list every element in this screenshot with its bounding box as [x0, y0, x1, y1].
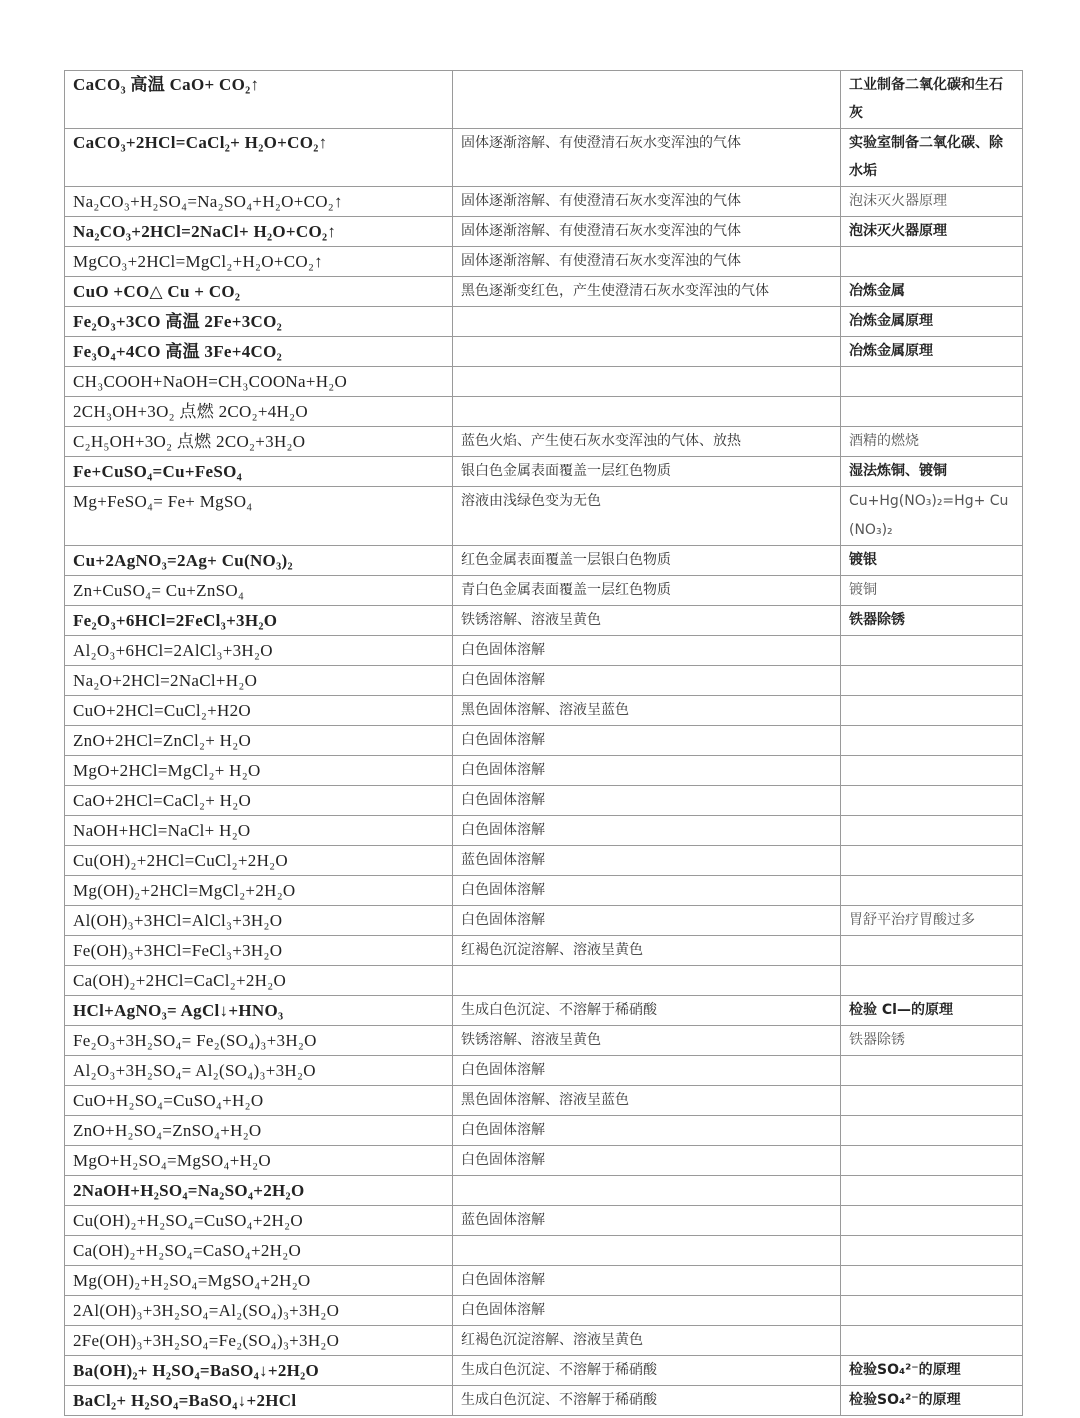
application-cell: [841, 397, 1023, 427]
phenomenon-cell: 白色固体溶解: [453, 756, 841, 786]
table-row: [65, 277, 1023, 307]
phenomenon-cell: 生成白色沉淀、不溶解于稀硝酸: [453, 1356, 841, 1386]
equation-cell: CaCO₃+2HCl=CaCl₂+ H₂O+CO₂↑: [65, 129, 453, 187]
table-row: [65, 666, 1023, 696]
application-cell: [841, 367, 1023, 397]
table-row: [65, 1266, 1023, 1296]
table-row: [65, 397, 1023, 427]
phenomenon-cell: 生成白色沉淀、不溶解于稀硝酸: [453, 1386, 841, 1416]
equation-cell: MgCO₃+2HCl=MgCl₂+H₂O+CO₂↑: [65, 247, 453, 277]
equation-cell: 2Al(OH)₃+3H₂SO₄=Al₂(SO₄)₃+3H₂O: [65, 1296, 453, 1326]
application-cell: 湿法炼铜、镀铜: [841, 457, 1023, 487]
table-row: [65, 636, 1023, 666]
application-cell: [841, 846, 1023, 876]
phenomenon-cell: 黑色固体溶解、溶液呈蓝色: [453, 696, 841, 726]
equation-cell: Na₂CO₃+2HCl=2NaCl+ H₂O+CO₂↑: [65, 217, 453, 247]
equation-cell: Ba(OH)₂+ H₂SO₄=BaSO₄↓+2H₂O: [65, 1356, 453, 1386]
application-cell: 检验SO₄²⁻的原理: [841, 1386, 1023, 1416]
table-row: [65, 546, 1023, 576]
phenomenon-cell: 固体逐渐溶解、有使澄清石灰水变浑浊的气体: [453, 247, 841, 277]
phenomenon-cell: 铁锈溶解、溶液呈黄色: [453, 1026, 841, 1056]
application-cell: 铁器除锈: [841, 606, 1023, 636]
table-row: [65, 606, 1023, 636]
table-row: [65, 1236, 1023, 1266]
equation-cell: Cu(OH)₂+H₂SO₄=CuSO₄+2H₂O: [65, 1206, 453, 1236]
table-row: [65, 996, 1023, 1026]
equation-cell: ZnO+2HCl=ZnCl₂+ H₂O: [65, 726, 453, 756]
equation-cell: Cu(OH)₂+2HCl=CuCl₂+2H₂O: [65, 846, 453, 876]
table-row: [65, 786, 1023, 816]
equation-cell: BaCl₂+ H₂SO₄=BaSO₄↓+2HCl: [65, 1386, 453, 1416]
table-row: [65, 726, 1023, 756]
table-row: [65, 1146, 1023, 1176]
application-cell: 检验SO₄²⁻的原理: [841, 1356, 1023, 1386]
table-row: [65, 966, 1023, 996]
equation-cell: MgO+H₂SO₄=MgSO₄+H₂O: [65, 1146, 453, 1176]
equation-cell: Fe₂O₃+3CO 高温 2Fe+3CO₂: [65, 307, 453, 337]
equation-cell: Mg(OH)₂+H₂SO₄=MgSO₄+2H₂O: [65, 1266, 453, 1296]
phenomenon-cell: 黑色固体溶解、溶液呈蓝色: [453, 1086, 841, 1116]
phenomenon-cell: 白色固体溶解: [453, 1146, 841, 1176]
table-row: [65, 1056, 1023, 1086]
phenomenon-cell: 白色固体溶解: [453, 636, 841, 666]
phenomenon-cell: 黑色逐渐变红色，产生使澄清石灰水变浑浊的气体: [453, 277, 841, 307]
phenomenon-cell: 固体逐渐溶解、有使澄清石灰水变浑浊的气体: [453, 187, 841, 217]
phenomenon-cell: 白色固体溶解: [453, 816, 841, 846]
table-row: [65, 187, 1023, 217]
table-row: [65, 129, 1023, 187]
phenomenon-cell: 白色固体溶解: [453, 1296, 841, 1326]
equation-cell: CaCO₃ 高温 CaO+ CO₂↑: [65, 71, 453, 129]
application-cell: 冶炼金属原理: [841, 307, 1023, 337]
phenomenon-cell: 红色金属表面覆盖一层银白色物质: [453, 546, 841, 576]
phenomenon-cell: 铁锈溶解、溶液呈黄色: [453, 606, 841, 636]
phenomenon-cell: 蓝色火焰、产生使石灰水变浑浊的气体、放热: [453, 427, 841, 457]
table-row: [65, 217, 1023, 247]
equation-cell: Fe₂O₃+3H₂SO₄= Fe₂(SO₄)₃+3H₂O: [65, 1026, 453, 1056]
phenomenon-cell: 白色固体溶解: [453, 666, 841, 696]
application-cell: [841, 726, 1023, 756]
application-cell: [841, 636, 1023, 666]
application-cell: [841, 1206, 1023, 1236]
table-row: [65, 1386, 1023, 1416]
equation-cell: 2CH₃OH+3O₂ 点燃 2CO₂+4H₂O: [65, 397, 453, 427]
equation-cell: CaO+2HCl=CaCl₂+ H₂O: [65, 786, 453, 816]
table-row: [65, 247, 1023, 277]
application-cell: [841, 1146, 1023, 1176]
table-row: [65, 876, 1023, 906]
application-cell: [841, 756, 1023, 786]
table-row: [65, 1026, 1023, 1056]
table-row: [65, 756, 1023, 786]
application-cell: 胃舒平治疗胃酸过多: [841, 906, 1023, 936]
equation-cell: Na₂CO₃+H₂SO₄=Na₂SO₄+H₂O+CO₂↑: [65, 187, 453, 217]
phenomenon-cell: 白色固体溶解: [453, 876, 841, 906]
application-cell: [841, 816, 1023, 846]
equation-cell: Al₂O₃+3H₂SO₄= Al₂(SO₄)₃+3H₂O: [65, 1056, 453, 1086]
equation-cell: Fe+CuSO₄=Cu+FeSO₄: [65, 457, 453, 487]
phenomenon-cell: 红褐色沉淀溶解、溶液呈黄色: [453, 936, 841, 966]
equation-cell: HCl+AgNO₃= AgCl↓+HNO₃: [65, 996, 453, 1026]
table-row: [65, 1296, 1023, 1326]
table-row: [65, 1356, 1023, 1386]
phenomenon-cell: 蓝色固体溶解: [453, 1206, 841, 1236]
table-row: [65, 457, 1023, 487]
phenomenon-cell: 生成白色沉淀、不溶解于稀硝酸: [453, 996, 841, 1026]
application-cell: 冶炼金属: [841, 277, 1023, 307]
table-row: [65, 576, 1023, 606]
application-cell: [841, 1266, 1023, 1296]
application-cell: 酒精的燃烧: [841, 427, 1023, 457]
phenomenon-cell: [453, 71, 841, 129]
phenomenon-cell: 白色固体溶解: [453, 1116, 841, 1146]
table-row: [65, 1206, 1023, 1236]
equation-cell: ZnO+H₂SO₄=ZnSO₄+H₂O: [65, 1116, 453, 1146]
application-cell: [841, 1176, 1023, 1206]
application-cell: [841, 1236, 1023, 1266]
phenomenon-cell: 固体逐渐溶解、有使澄清石灰水变浑浊的气体: [453, 217, 841, 247]
equation-cell: Ca(OH)₂+2HCl=CaCl₂+2H₂O: [65, 966, 453, 996]
application-cell: [841, 1056, 1023, 1086]
phenomenon-cell: 白色固体溶解: [453, 786, 841, 816]
table-row: [65, 816, 1023, 846]
equation-cell: Na₂O+2HCl=2NaCl+H₂O: [65, 666, 453, 696]
application-cell: 镀银: [841, 546, 1023, 576]
equation-cell: MgO+2HCl=MgCl₂+ H₂O: [65, 756, 453, 786]
equation-cell: 2Fe(OH)₃+3H₂SO₄=Fe₂(SO₄)₃+3H₂O: [65, 1326, 453, 1356]
table-row: [65, 71, 1023, 129]
table-row: [65, 1116, 1023, 1146]
equation-cell: Ca(OH)₂+H₂SO₄=CaSO₄+2H₂O: [65, 1236, 453, 1266]
phenomenon-cell: 白色固体溶解: [453, 1266, 841, 1296]
equation-cell: Fe₂O₃+6HCl=2FeCl₃+3H₂O: [65, 606, 453, 636]
application-cell: 实验室制备二氧化碳、除水垢: [841, 129, 1023, 187]
application-cell: [841, 1326, 1023, 1356]
phenomenon-cell: 青白色金属表面覆盖一层红色物质: [453, 576, 841, 606]
application-cell: [841, 876, 1023, 906]
table-row: [65, 936, 1023, 966]
phenomenon-cell: [453, 337, 841, 367]
table-row: [65, 1326, 1023, 1356]
application-cell: 泡沫灭火器原理: [841, 217, 1023, 247]
phenomenon-cell: [453, 307, 841, 337]
equation-cell: Al₂O₃+6HCl=2AlCl₃+3H₂O: [65, 636, 453, 666]
reaction-table-body: [65, 71, 1023, 1416]
equation-cell: CuO+H₂SO₄=CuSO₄+H₂O: [65, 1086, 453, 1116]
table-row: [65, 427, 1023, 457]
equation-cell: Mg(OH)₂+2HCl=MgCl₂+2H₂O: [65, 876, 453, 906]
table-row: [65, 696, 1023, 726]
equation-cell: Al(OH)₃+3HCl=AlCl₃+3H₂O: [65, 906, 453, 936]
phenomenon-cell: 白色固体溶解: [453, 906, 841, 936]
application-cell: [841, 1086, 1023, 1116]
application-cell: 泡沫灭火器原理: [841, 187, 1023, 217]
equation-cell: C₂H₅OH+3O₂ 点燃 2CO₂+3H₂O: [65, 427, 453, 457]
application-cell: 冶炼金属原理: [841, 337, 1023, 367]
equation-cell: Fe(OH)₃+3HCl=FeCl₃+3H₂O: [65, 936, 453, 966]
table-row: [65, 846, 1023, 876]
phenomenon-cell: [453, 367, 841, 397]
application-cell: [841, 1296, 1023, 1326]
phenomenon-cell: 白色固体溶解: [453, 726, 841, 756]
table-row: [65, 337, 1023, 367]
application-cell: [841, 666, 1023, 696]
equation-cell: 2NaOH+H₂SO₄=Na₂SO₄+2H₂O: [65, 1176, 453, 1206]
table-row: [65, 1176, 1023, 1206]
phenomenon-cell: [453, 1236, 841, 1266]
application-cell: [841, 936, 1023, 966]
equation-cell: Cu+2AgNO₃=2Ag+ Cu(NO₃)₂: [65, 546, 453, 576]
application-cell: [841, 1116, 1023, 1146]
application-cell: [841, 966, 1023, 996]
application-cell: 镀铜: [841, 576, 1023, 606]
table-row: [65, 906, 1023, 936]
equation-cell: NaOH+HCl=NaCl+ H₂O: [65, 816, 453, 846]
application-cell: 检验 Cl—的原理: [841, 996, 1023, 1026]
phenomenon-cell: [453, 1176, 841, 1206]
application-cell: 工业制备二氧化碳和生石灰: [841, 71, 1023, 129]
application-cell: 铁器除锈: [841, 1026, 1023, 1056]
phenomenon-cell: 银白色金属表面覆盖一层红色物质: [453, 457, 841, 487]
reaction-table: [64, 70, 1023, 1416]
phenomenon-cell: 红褐色沉淀溶解、溶液呈黄色: [453, 1326, 841, 1356]
table-row: [65, 1086, 1023, 1116]
phenomenon-cell: 蓝色固体溶解: [453, 846, 841, 876]
application-cell: [841, 786, 1023, 816]
table-row: [65, 367, 1023, 397]
phenomenon-cell: 溶液由浅绿色变为无色: [453, 487, 841, 546]
equation-cell: Mg+FeSO₄= Fe+ MgSO₄: [65, 487, 453, 546]
application-cell: [841, 696, 1023, 726]
table-row: [65, 487, 1023, 546]
phenomenon-cell: [453, 397, 841, 427]
table-row: [65, 307, 1023, 337]
equation-cell: CH₃COOH+NaOH=CH₃COONa+H₂O: [65, 367, 453, 397]
phenomenon-cell: [453, 966, 841, 996]
equation-cell: Fe₃O₄+4CO 高温 3Fe+4CO₂: [65, 337, 453, 367]
equation-cell: Zn+CuSO₄= Cu+ZnSO₄: [65, 576, 453, 606]
application-cell: Cu+Hg(NO₃)₂=Hg+ Cu (NO₃)₂: [841, 487, 1023, 546]
application-cell: [841, 247, 1023, 277]
phenomenon-cell: 白色固体溶解: [453, 1056, 841, 1086]
equation-cell: CuO+2HCl=CuCl₂+H2O: [65, 696, 453, 726]
equation-cell: CuO +CO△ Cu + CO₂: [65, 277, 453, 307]
phenomenon-cell: 固体逐渐溶解、有使澄清石灰水变浑浊的气体: [453, 129, 841, 187]
